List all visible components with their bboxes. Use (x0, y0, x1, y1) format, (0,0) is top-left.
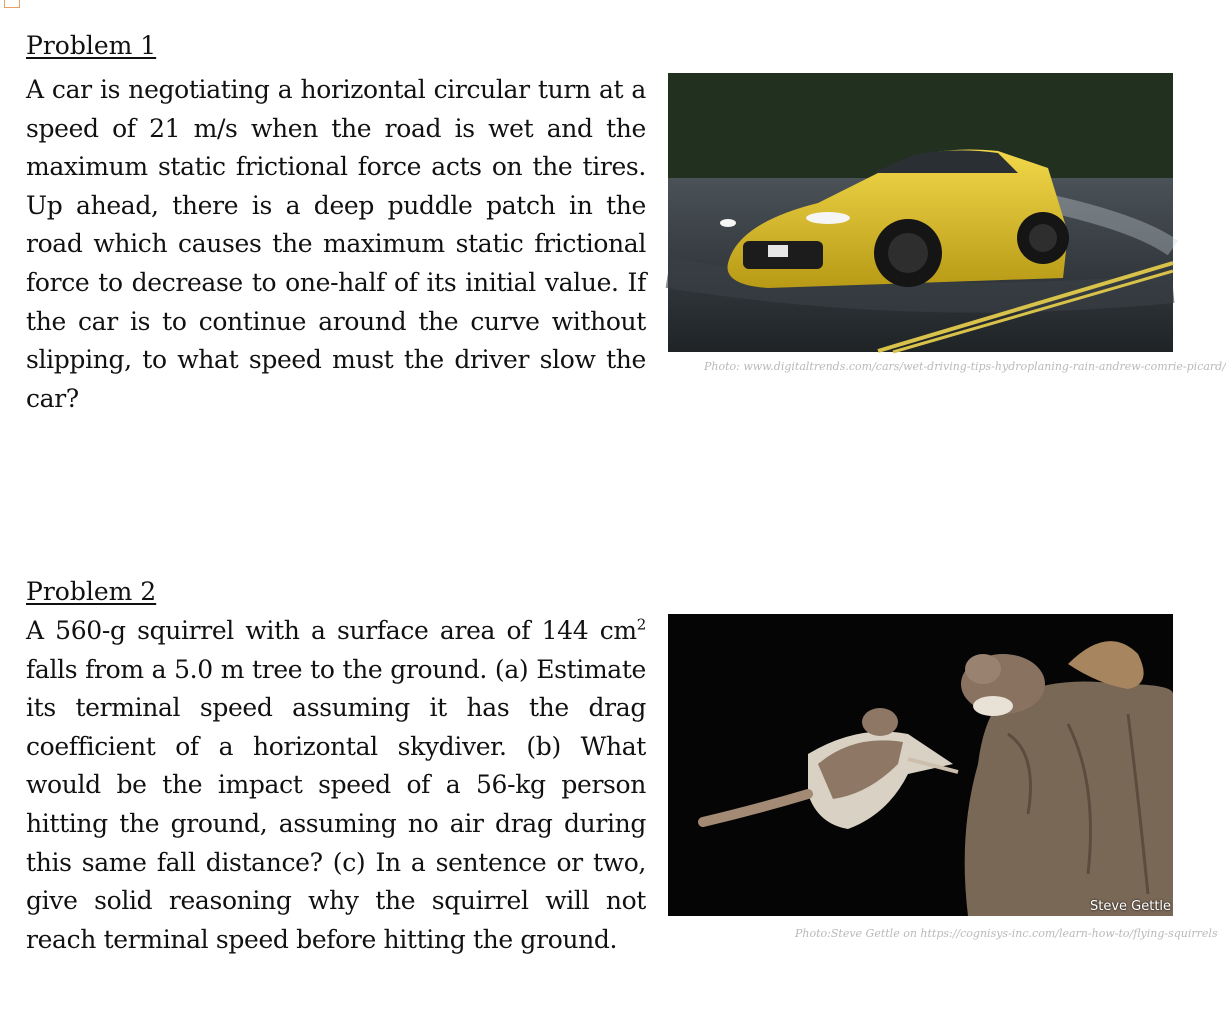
problem-1-heading: Problem 1 (26, 31, 157, 60)
problem-2-text-part-2: falls from a 5.0 m tree to the ground. (a) Estimate its terminal speed assuming it has the drag coefficient of a horizontal skydiver. (b) What would be the impact speed of a 56-kg person hitting the ground, assuming no air drag during this same fall distance? (c) In a sentence or two, give solid reasoning why the squirrel will not reach terminal speed before hitting the ground. (26, 654, 646, 954)
problem-1-text: A car is negotiating a horizontal circular turn at a speed of 21 m/s when the road is wet and the maximum static frictional force acts on the tires. Up ahead, there is a deep puddle patch in the road which causes the maximum static frictional force to decrease to one-half of its initial value. If the car is to continue around the curve without slipping, to what speed must the driver slow the car? (26, 75, 646, 413)
car-photo-credit: Photo: www.digitaltrends.com/cars/wet-driving-tips-hydroplaning-rain-andrew-comrie-picard/ (704, 360, 1226, 373)
problem-2-text-part-1: A 560-g squirrel with a surface area of 144 cm (26, 616, 637, 645)
problem-2-heading: Problem 2 (26, 577, 157, 606)
squirrel-photo-watermark: Steve Gettle (1090, 899, 1172, 914)
squirrel-photo (668, 614, 1173, 916)
superscript-2: 2 (636, 615, 646, 634)
car-photo (668, 73, 1173, 352)
corner-marker (4, 0, 20, 8)
squirrel-photo-credit: Photo:Steve Gettle on https://cognisys-inc.com/learn-how-to/flying-squirrels (795, 927, 1218, 940)
problem-2-text (26, 612, 646, 959)
